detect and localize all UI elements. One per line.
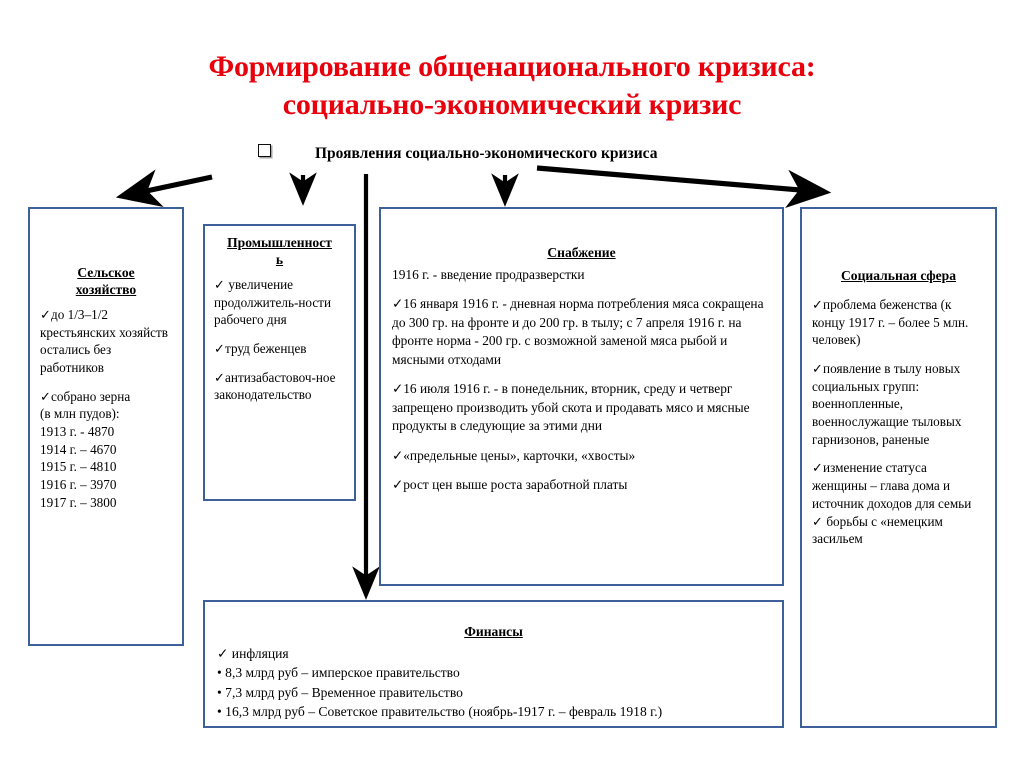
box-supply-heading: Снабжение [547,245,616,260]
supply-item-2: ✓16 июля 1916 г. - в понедельник, вторник, среду и четверг запрещено производить убой скота и продавать мясо и мясные продукты в следующие за этими дни [392,381,750,434]
arrow-to-social [537,168,824,192]
arrow-to-agriculture [123,177,212,196]
agriculture-item-2: ✓собрано зерна [40,388,131,404]
box-industry-heading [214,235,345,269]
industry-item-1: ✓ увеличение продолжитель-ности рабочего дня [214,276,332,328]
box-social [800,207,997,728]
social-item-3: ✓изменение статуса женщины – глава дома и источник доходов для семьи [812,460,972,511]
box-agriculture [28,207,184,646]
agriculture-item-1: ✓до 1/3–1/2 крестьянских хозяйств остались без работников [40,306,169,376]
title-line-1: Формирование общенационального кризиса: [208,50,816,83]
grain-row-1913: 1913 г. - 4870 [40,424,115,440]
empty-square-bullet-icon [258,144,271,157]
heading-line-2: хозяйство [75,281,137,297]
finance-item-3: • 7,3 млрд руб – Временное правительство [217,684,463,700]
grain-row-1915: 1915 г. – 4810 [40,459,117,475]
heading-line-1: Промышленност [227,235,332,250]
page-title [0,48,1024,124]
agriculture-subline: (в млн пудов): [40,406,120,422]
grain-row-1917: 1917 г. – 3800 [40,494,117,510]
subtitle-label: Проявления социально-экономического кризиса [315,145,658,162]
finance-item-2: • 8,3 млрд руб – имперское правительство [217,665,460,681]
box-social-heading: Социальная сфера [840,268,957,283]
box-finance [203,600,784,728]
title-line-2: социально-экономический кризис [282,88,742,122]
subtitle-row [258,144,818,163]
box-agriculture-heading [40,265,172,299]
social-item-1: ✓проблема беженства (к концу 1917 г. – более 5 млн. человек) [812,296,969,348]
grain-row-1916: 1916 г. – 3970 [40,477,117,493]
supply-item-4: ✓рост цен выше роста заработной платы [392,477,628,493]
box-supply [379,207,784,586]
grain-row-1914: 1914 г. – 4670 [40,441,117,457]
box-industry [203,224,356,501]
box-finance-heading: Финансы [464,624,523,639]
social-item-4: ✓ борьбы с «немецким засильем [812,513,943,547]
finance-item-1: ✓ инфляция [217,645,289,661]
industry-item-3: ✓антизабастовоч-ное законодательство [214,369,336,403]
industry-item-2: ✓труд беженцев [214,341,307,357]
finance-item-4: • 16,3 млрд руб – Советское правительство (ноябрь-1917 г. – февраль 1918 г.) [217,704,663,720]
supply-item-3: ✓«предельные цены», карточки, «хвосты» [392,447,636,463]
social-item-2: ✓появление в тылу новых социальных групп: военнопленные, военнослужащие тыловых гарнизонов, раненые [812,361,962,447]
heading-line-1: Сельское [77,265,135,280]
heading-line-2: ь [275,251,284,267]
supply-item-1: ✓16 января 1916 г. - дневная норма потребления мяса сокращена до 300 гр. на фронте и до 200 гр. в тылу; с 7 апреля 1916 г. на фронте норма - 200 гр. с возможной заменой мяса рыбой и мясными отходами [392,296,764,367]
supply-intro: 1916 г. - введение продразверстки [392,266,585,282]
